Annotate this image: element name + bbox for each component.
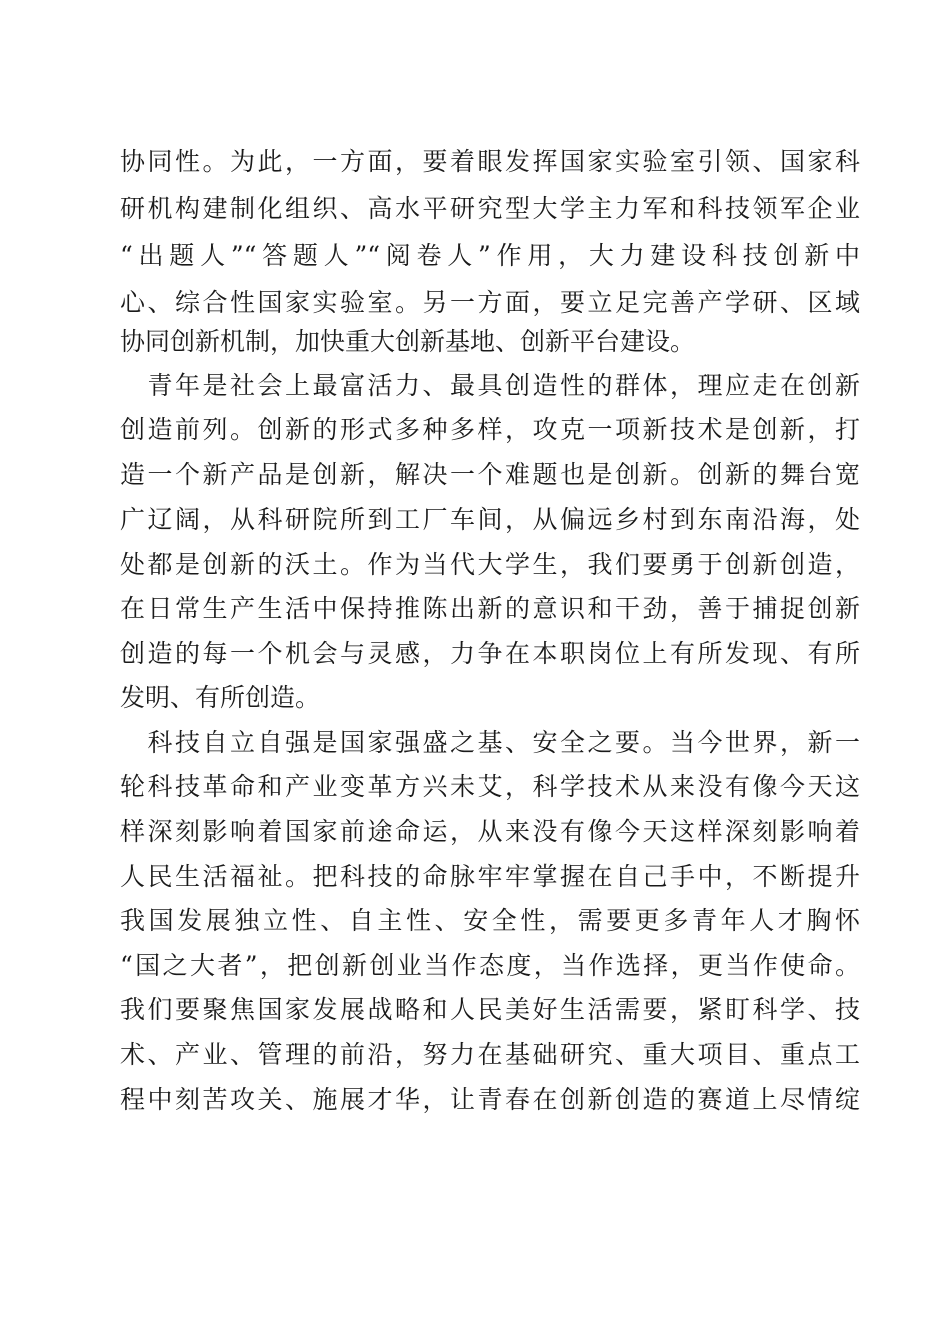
text-line: 程中刻苦攻关、施展才华，让青春在创新创造的赛道上尽情绽 xyxy=(120,1085,860,1114)
text-line: 处都是创新的沃土。作为当代大学生，我们要勇于创新创造， xyxy=(120,550,860,579)
text-line: 人民生活福祉。把科技的命脉牢牢掌握在自己手中，不断提升 xyxy=(120,862,860,891)
text-line: 研机构建制化组织、高水平研究型大学主力军和科技领军企业 xyxy=(120,194,860,223)
text-line: 轮科技革命和产业变革方兴未艾，科学技术从来没有像今天这 xyxy=(120,772,860,801)
text-line: 术、产业、管理的前沿，努力在基础研究、重大项目、重点工 xyxy=(120,1040,860,1069)
text-line: 广辽阔，从科研院所到工厂车间，从偏远乡村到东南沿海，处 xyxy=(120,505,860,534)
text-line: 样深刻影响着国家前途命运，从来没有像今天这样深刻影响着 xyxy=(120,817,860,846)
text-line: “出题人”“答题人”“阅卷人”作用，大力建设科技创新中 xyxy=(120,241,860,270)
text-line: “国之大者”，把创新创业当作态度，当作选择，更当作使命。 xyxy=(120,951,860,980)
text-line: 在日常生产生活中保持推陈出新的意识和干劲，善于捕捉创新 xyxy=(120,594,860,623)
text-line: 造一个新产品是创新，解决一个难题也是创新。创新的舞台宽 xyxy=(120,460,860,489)
text-line: 发明、有所创造。 xyxy=(120,683,321,712)
text-line: 科技自立自强是国家强盛之基、安全之要。当今世界，新一 xyxy=(120,728,860,757)
text-line: 创造前列。创新的形式多种多样，攻克一项新技术是创新，打 xyxy=(120,415,860,444)
text-line: 青年是社会上最富活力、最具创造性的群体，理应走在创新 xyxy=(120,371,860,400)
text-line: 协同性。为此，一方面，要着眼发挥国家实验室引领、国家科 xyxy=(120,147,860,176)
text-line: 我们要聚焦国家发展战略和人民美好生活需要，紧盯科学、技 xyxy=(120,995,860,1024)
text-line: 心、综合性国家实验室。另一方面，要立足完善产学研、区域 xyxy=(120,288,860,317)
text-line: 我国发展独立性、自主性、安全性，需要更多青年人才胸怀 xyxy=(120,906,860,935)
text-line: 创造的每一个机会与灵感，力争在本职岗位上有所发现、有所 xyxy=(120,639,860,668)
text-line: 协同创新机制，加快重大创新基地、创新平台建设。 xyxy=(120,327,696,356)
